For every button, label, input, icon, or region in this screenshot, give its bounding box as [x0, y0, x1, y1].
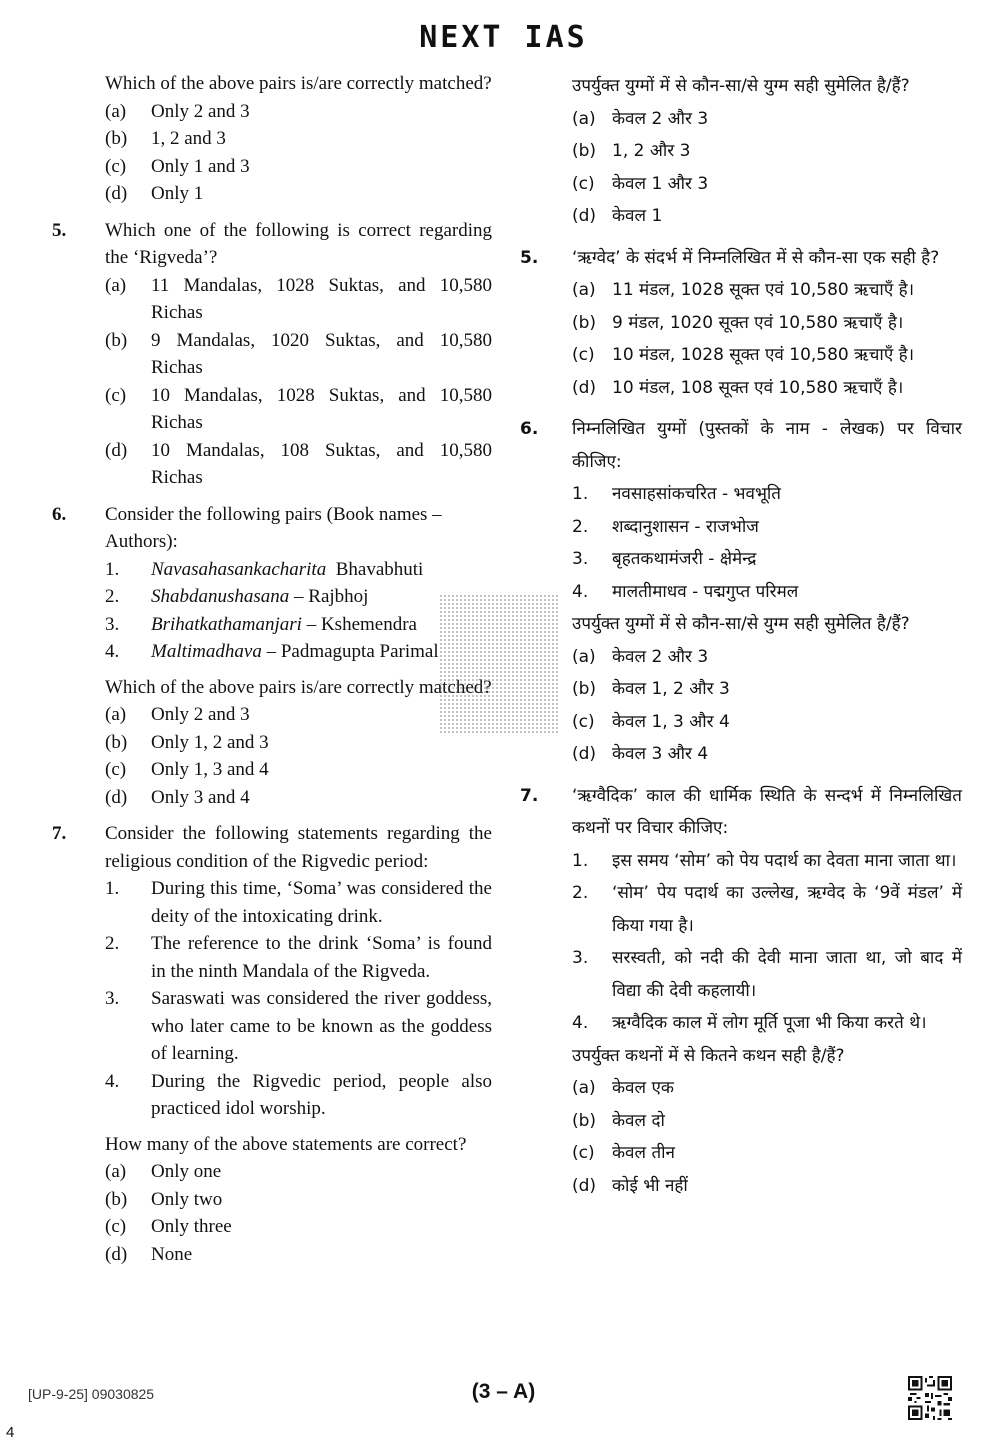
item-label: 4.	[105, 1070, 120, 1092]
q4-tail	[52, 70, 492, 208]
pair-text: नवसाहसांकचरित - भवभूति	[612, 484, 781, 504]
question-stem: निम्नलिखित युग्मों (पुस्तकों के नाम - लेखक) पर विचार कीजिए:	[572, 419, 962, 472]
book-name: Shabdanushasana	[151, 586, 290, 607]
pair-separator: –	[261, 641, 281, 662]
option-label: (a)	[105, 704, 127, 725]
hindi-column	[520, 70, 962, 1202]
pair-item	[105, 556, 492, 584]
option-text: Only three	[151, 1216, 232, 1237]
option-label: (d)	[105, 439, 128, 461]
pair-item	[105, 611, 492, 639]
item-label: 3.	[572, 549, 589, 569]
option-label: (b)	[105, 329, 128, 351]
pair-item	[105, 638, 492, 666]
option	[572, 274, 962, 307]
option	[105, 784, 492, 812]
option-label: (a)	[105, 1161, 127, 1182]
item-label: 3.	[572, 948, 589, 968]
option	[105, 1186, 492, 1214]
question-number: 7.	[52, 823, 67, 844]
statement-item	[105, 985, 492, 1068]
question-7	[520, 780, 962, 1203]
option	[105, 180, 492, 208]
option-label: (d)	[572, 206, 597, 226]
question-6	[52, 501, 492, 812]
option-text: None	[151, 1243, 193, 1265]
question-number: 6.	[520, 419, 539, 439]
option-label: (a)	[572, 108, 596, 129]
question-prompt: उपर्युक्त कथनों में से कितने कथन सही है/हैं?	[572, 1045, 845, 1066]
option-label: (b)	[572, 1110, 597, 1131]
option-label: (b)	[572, 679, 597, 699]
option-text: 1, 2 and 3	[151, 128, 226, 149]
brand-title: NEXT IAS	[419, 20, 588, 55]
statement-item	[572, 942, 962, 1007]
option-text: 9 मंडल, 1020 सूक्त एवं 10,580 ऋचाएँ है।	[612, 312, 904, 333]
option-text: 10 मंडल, 1028 सूक्त एवं 10,580 ऋचाएँ है।	[612, 345, 915, 365]
statement-item	[105, 930, 492, 985]
pair-item	[572, 511, 962, 544]
item-label: 1.	[105, 878, 120, 899]
option	[105, 1213, 492, 1241]
option-label: (b)	[105, 1188, 128, 1210]
option-label: (b)	[572, 312, 597, 333]
question-5	[520, 242, 962, 405]
option-label: (a)	[105, 100, 127, 122]
item-label: 2.	[572, 516, 589, 537]
option-text: Only 1 and 3	[151, 155, 250, 177]
option-text: केवल एक	[612, 1078, 674, 1098]
option	[105, 153, 492, 181]
watermark-pattern	[440, 595, 560, 735]
pair-item	[572, 576, 962, 609]
item-label: 3.	[105, 988, 120, 1009]
author-name: Padmagupta Parimal	[280, 641, 439, 662]
option-label: (d)	[105, 786, 128, 808]
option-label: (c)	[572, 345, 595, 365]
option	[572, 200, 962, 233]
item-label: 2.	[105, 586, 120, 607]
option	[105, 701, 492, 729]
book-name: Maltimadhava	[151, 641, 262, 662]
question-5	[52, 217, 492, 492]
option	[105, 756, 492, 784]
option-text: Only 2 and 3	[151, 704, 250, 725]
question-number: 5.	[520, 247, 539, 268]
option-label: (d)	[572, 1175, 597, 1196]
statement-item	[572, 1007, 962, 1040]
option	[572, 738, 962, 771]
statement-item	[105, 875, 492, 930]
question-stem: ‘ऋग्वैदिक’ काल की धार्मिक स्थिति के सन्दर्भ में निम्नलिखित कथनों पर विचार कीजिए:	[572, 785, 962, 838]
question-prompt: How many of the above statements are correct?	[105, 1133, 467, 1155]
option	[572, 1105, 962, 1138]
question-stem: Which one of the following is correct regarding the ‘Rigveda’?	[105, 219, 492, 268]
statement-text: During this time, ‘Soma’ was considered the deity of the intoxicating drink.	[151, 878, 492, 927]
option-text: Only two	[151, 1188, 223, 1210]
pair-text: बृहतकथामंजरी - क्षेमेन्द्र	[612, 549, 757, 569]
question-prompt: उपर्युक्त युग्मों में से कौन-सा/से युग्म सही सुमेलित है/हैं?	[572, 614, 910, 634]
question-stem: Consider the following pairs (Book names – Authors):	[105, 503, 442, 552]
option-text: केवल 1, 2 और 3	[612, 679, 730, 699]
item-label: 3.	[105, 613, 120, 635]
option	[572, 307, 962, 340]
option	[105, 98, 492, 126]
book-name: Brihatkathamanjari	[151, 613, 302, 635]
statement-text: ‘सोम’ पेय पदार्थ का उल्लेख, ऋग्वेद के ‘9वें मंडल’ में किया गया है।	[612, 883, 962, 936]
option	[105, 272, 492, 327]
option	[572, 673, 962, 706]
pair-text: शब्दानुशासन - राजभोज	[612, 516, 759, 537]
question-number: 6.	[52, 503, 67, 525]
option-text: कोई भी नहीं	[612, 1175, 688, 1196]
option-text: 1, 2 और 3	[612, 141, 691, 161]
option	[105, 327, 492, 382]
question-stem: Which of the above pairs is/are correctly matched?	[105, 73, 492, 94]
booklet-series: (3 – A)	[471, 1380, 536, 1403]
option-text: 9 Mandalas, 1020 Suktas, and 10,580 Richas	[151, 329, 492, 378]
item-label: 1.	[572, 484, 589, 504]
option-label: (b)	[105, 128, 128, 149]
pair-separator	[326, 559, 336, 580]
statement-item	[105, 1068, 492, 1123]
option-label: (d)	[572, 744, 597, 764]
option-label: (c)	[105, 384, 127, 406]
option-label: (a)	[572, 646, 596, 667]
option-label: (a)	[572, 1078, 596, 1098]
option	[105, 437, 492, 492]
option-text: Only 1, 3 and 4	[151, 759, 269, 780]
pair-text: मालतीमाधव - पद्मगुप्त परिमल	[612, 581, 799, 602]
author-name: Bhavabhuti	[335, 558, 424, 580]
paper-code: [UP-9-25] 09030825	[28, 1386, 155, 1402]
question-prompt: Which of the above pairs is/are correctly matched?	[105, 676, 492, 698]
option-label: (a)	[105, 274, 127, 296]
option	[105, 729, 492, 757]
item-label: 4.	[105, 641, 120, 662]
option-text: Only 3 and 4	[151, 786, 250, 808]
item-label: 4.	[572, 581, 589, 602]
pair-item	[105, 583, 492, 611]
option-text: केवल 2 और 3	[612, 646, 709, 667]
option-label: (d)	[572, 377, 597, 398]
option	[105, 1158, 492, 1186]
option	[572, 706, 962, 739]
question-7	[52, 820, 492, 1268]
option-label: (d)	[105, 1243, 128, 1265]
option-text: केवल 1, 3 और 4	[612, 711, 730, 732]
option-text: 10 मंडल, 108 सूक्त एवं 10,580 ऋचाएँ है।	[612, 377, 904, 398]
option-label: (c)	[572, 711, 595, 732]
option-text: Only 1, 2 and 3	[151, 731, 269, 753]
statement-item	[572, 845, 962, 878]
author-name: Rajbhoj	[308, 586, 369, 607]
option-label: (c)	[105, 759, 127, 780]
option-text: केवल 1	[612, 206, 663, 226]
option-label: (c)	[105, 1216, 127, 1237]
pair-item	[572, 543, 962, 576]
option	[572, 372, 962, 405]
option	[572, 135, 962, 168]
option-label: (c)	[105, 155, 127, 177]
pair-separator: –	[301, 613, 321, 635]
option-text: Only one	[151, 1161, 222, 1182]
option	[572, 339, 962, 372]
question-stem: ‘ऋग्वेद’ के संदर्भ में निम्नलिखित में से कौन-सा एक सही है?	[572, 247, 940, 268]
page-number: 4	[6, 1424, 15, 1441]
option-label: (b)	[572, 141, 597, 161]
item-label: 1.	[572, 850, 589, 871]
option-text: केवल 3 और 4	[612, 744, 709, 764]
option-label: (c)	[572, 173, 595, 194]
question-6	[520, 413, 962, 771]
statement-text: सरस्वती, को नदी की देवी माना जाता था, जो बाद में विद्या की देवी कहलायी।	[612, 948, 962, 1001]
option-text: केवल 2 और 3	[612, 108, 709, 129]
option-text: 11 मंडल, 1028 सूक्त एवं 10,580 ऋचाएँ है।	[612, 280, 915, 300]
option-label: (d)	[105, 183, 128, 204]
statement-text: The reference to the drink ‘Soma’ is found in the ninth Mandala of the Rigveda.	[151, 933, 492, 982]
question-stem: उपर्युक्त युग्मों में से कौन-सा/से युग्म सही सुमेलित है/हैं?	[572, 76, 910, 96]
option	[105, 1241, 492, 1269]
statement-text: During the Rigvedic period, people also practiced idol worship.	[151, 1070, 492, 1119]
statement-text: Saraswati was considered the river goddess, who later came to be known as the goddess of learning.	[151, 988, 492, 1064]
option-label: (b)	[105, 731, 128, 753]
option-text: 10 Mandalas, 1028 Suktas, and 10,580 Richas	[151, 384, 492, 433]
option	[572, 168, 962, 201]
author-name: Kshemendra	[320, 613, 417, 635]
item-label: 4.	[572, 1013, 589, 1033]
option-text: केवल दो	[612, 1110, 665, 1131]
question-number: 7.	[520, 785, 539, 806]
item-label: 2.	[105, 933, 120, 954]
qr-code-icon	[908, 1376, 952, 1420]
item-label: 1.	[105, 558, 120, 580]
option	[572, 641, 962, 674]
option-label: (a)	[572, 280, 596, 300]
option	[572, 103, 962, 136]
question-stem: Consider the following statements regarding the religious condition of the Rigvedic period:	[105, 823, 492, 872]
option-text: Only 2 and 3	[151, 100, 250, 122]
option	[105, 125, 492, 153]
statement-item	[572, 877, 962, 942]
english-column	[52, 70, 492, 1268]
question-number: 5.	[52, 219, 67, 241]
option-text: केवल तीन	[612, 1143, 675, 1163]
option	[572, 1072, 962, 1105]
option	[105, 382, 492, 437]
option-label: (c)	[572, 1143, 595, 1163]
statement-text: इस समय ‘सोम’ को पेय पदार्थ का देवता माना जाता था।	[612, 850, 957, 871]
option	[572, 1170, 962, 1203]
option-text: 11 Mandalas, 1028 Suktas, and 10,580 Richas	[151, 274, 492, 323]
option-text: Only 1	[151, 183, 204, 204]
statement-text: ऋग्वैदिक काल में लोग मूर्ति पूजा भी किया करते थे।	[612, 1013, 927, 1033]
option-text: 10 Mandalas, 108 Suktas, and 10,580 Richas	[151, 439, 492, 488]
option-text: केवल 1 और 3	[612, 173, 709, 194]
pair-separator: –	[289, 586, 309, 607]
book-name: Navasahasankacharita	[151, 558, 327, 580]
pair-item	[572, 478, 962, 511]
q4-tail	[520, 70, 962, 233]
item-label: 2.	[572, 883, 589, 903]
option	[572, 1137, 962, 1170]
